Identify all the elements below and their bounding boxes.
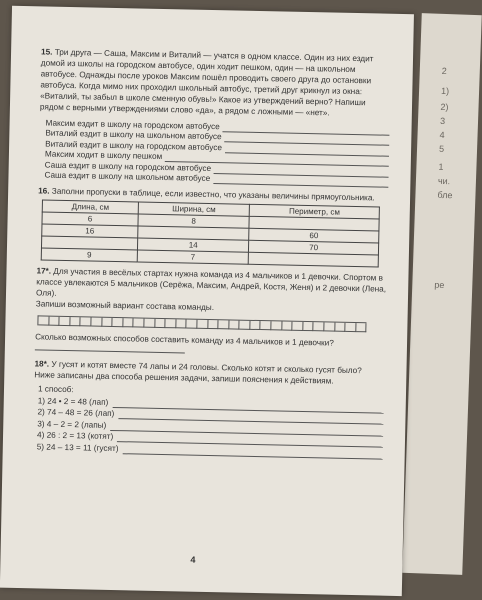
answer-cell-grid[interactable] [37, 315, 367, 332]
task-number: 16. [38, 186, 50, 196]
grid-cell[interactable] [261, 321, 272, 330]
statement-text: Саша ездит в школу на городском автобусе [44, 160, 212, 173]
next-page-fragment: 1) [440, 85, 450, 97]
task-number: 17*. [36, 266, 52, 276]
page-content [33, 46, 392, 464]
grid-cell[interactable] [134, 318, 145, 327]
explanation-line[interactable] [122, 446, 382, 459]
solution-steps [37, 383, 384, 459]
task-18-text: 18*. У гусят и котят вместе 74 лапы и 24 головы. Сколько котят и сколько гусят было? Ниже записаны два способа решения задачи, запиши пояснения к действиям. [34, 359, 362, 386]
next-page-fragment: чи. [437, 175, 451, 187]
step-text: 5) 24 – 13 = 11 (гусят) [36, 441, 119, 453]
grid-cell[interactable] [91, 318, 102, 327]
task-18 [33, 358, 385, 459]
task-number: 18*. [34, 359, 50, 369]
workbook-page [0, 6, 414, 596]
grid-cell[interactable] [81, 317, 92, 326]
statement-text: Виталий ездит в школу на школьном автобусе [45, 128, 222, 142]
table-cell[interactable]: 16 [42, 224, 138, 238]
grid-cell[interactable] [49, 317, 60, 326]
task-15-text: 15. Три друга — Саша, Максим и Виталий — учатся в одном классе. Один из них ездит домой из школы на городском автобусе, один ходит пешком, один — на школьном автобусе. Однажды после уроков Максим пошёл проводить своего друга до остановки автобуса. Когда мимо них проходил школьный автобус, третий друг крикнул из окна: «Виталий, ты забыл в школе сменную обувь!» Какое из утверждений верно? Напиши рядом с верными утверждениями слово «да», а рядом с ложными — «нет». [39, 47, 374, 118]
rectangle-table [41, 199, 380, 267]
grid-cell[interactable] [165, 319, 176, 328]
task-17-question: Сколько возможных способов составить команду из 4 мальчиков и 1 девочки? [35, 331, 385, 360]
grid-cell[interactable] [60, 317, 71, 326]
next-page-edge [402, 13, 482, 575]
task-17-text: 17*. Для участия в весёлых стартах нужна команда из 4 мальчиков и 1 девочки. Спортом в классе увлекаются 5 мальчиков (Серёжа, Максим, Андрей, Костя, Женя) и 2 девочки (Лена, Оля). [35, 266, 387, 298]
grid-cell[interactable] [293, 322, 304, 331]
grid-cell[interactable] [356, 323, 367, 332]
column-header: Ширина, см [138, 202, 250, 216]
next-page-fragment: 5 [438, 143, 445, 154]
grid-cell[interactable] [324, 322, 335, 331]
grid-cell[interactable] [346, 323, 357, 332]
answer-line[interactable] [35, 342, 185, 353]
grid-cell[interactable] [176, 319, 187, 328]
step-text: 4) 26 : 2 = 13 (котят) [36, 430, 114, 442]
grid-cell[interactable] [250, 321, 261, 330]
grid-cell[interactable] [271, 321, 282, 330]
page-number: 4 [190, 554, 196, 565]
grid-cell[interactable] [282, 322, 293, 331]
grid-cell[interactable] [208, 320, 219, 329]
table-cell[interactable]: 8 [138, 214, 250, 228]
next-page-fragment: 1 [438, 161, 444, 172]
method-label: 1 способ: [37, 384, 74, 395]
task-16 [37, 185, 388, 267]
grid-cell[interactable] [187, 320, 198, 329]
task-15 [38, 46, 391, 187]
step-text: 1) 24 • 2 = 48 (лап) [37, 395, 109, 407]
grid-cell[interactable] [155, 319, 166, 328]
grid-cell[interactable] [144, 319, 155, 328]
grid-cell[interactable] [335, 323, 346, 332]
statement-text: Максим ходит в школу пешком [44, 149, 163, 161]
table-cell[interactable]: 7 [137, 250, 249, 264]
table-cell[interactable]: 60 [249, 228, 379, 243]
task-17-instruction: Запиши возможный вариант состава команды. [35, 299, 215, 313]
answer-line[interactable] [213, 176, 388, 188]
column-header: Длина, см [42, 200, 138, 214]
statement-text: Виталий ездит в школу на городском автобусе [45, 139, 223, 152]
grid-cell[interactable] [102, 318, 113, 327]
grid-cell[interactable] [197, 320, 208, 329]
next-page-fragment: ре [434, 279, 445, 291]
next-page-fragment: 4 [439, 129, 445, 140]
statement-list [44, 118, 389, 188]
grid-cell[interactable] [240, 321, 251, 330]
table-cell[interactable]: 9 [41, 248, 137, 262]
table-cell[interactable]: 6 [42, 212, 138, 226]
grid-cell[interactable] [70, 317, 81, 326]
step-text: 3) 4 – 2 = 2 (лапы) [37, 418, 107, 430]
grid-cell[interactable] [123, 318, 134, 327]
grid-cell[interactable] [218, 320, 229, 329]
step-text: 2) 74 – 48 = 26 (лап) [37, 407, 115, 419]
next-page-fragment: бле [437, 189, 453, 201]
table-cell[interactable]: 14 [137, 238, 249, 252]
statement-text: Максим ездит в школу на городском автобусе [45, 118, 220, 131]
task-17 [35, 265, 387, 360]
next-page-fragment: 2 [441, 65, 447, 77]
statement-text: Саша ездит в школу на школьном автобусе [44, 170, 211, 183]
table-cell[interactable] [248, 252, 378, 267]
next-page-fragment: 3 [439, 115, 446, 126]
grid-cell[interactable] [112, 318, 123, 327]
grid-cell[interactable] [229, 320, 240, 329]
grid-cell[interactable] [38, 316, 49, 325]
next-page-fragment: 2) [440, 101, 449, 113]
task-16-text: 16. Заполни пропуски в таблице, если известно, что указаны величины прямоугольника. [38, 186, 375, 203]
table-cell[interactable]: 70 [249, 240, 379, 255]
grid-cell[interactable] [303, 322, 314, 331]
grid-cell[interactable] [314, 322, 325, 331]
column-header: Периметр, см [249, 204, 379, 219]
task-number: 15. [40, 47, 53, 57]
